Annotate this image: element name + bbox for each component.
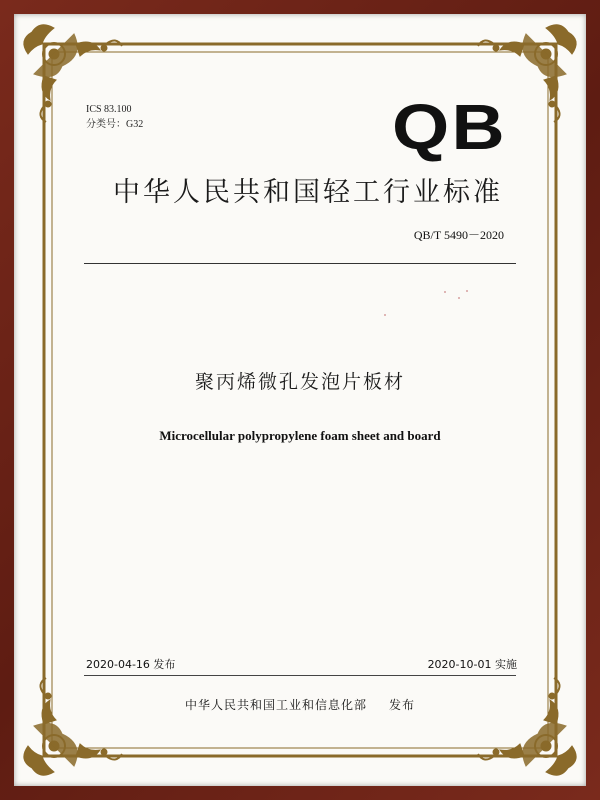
chinese-title: 聚丙烯微孔发泡片板材: [194, 371, 405, 393]
standard-number: QB/T 5490－2020: [413, 228, 504, 242]
publish-date: 2020-04-16 发布: [86, 658, 176, 671]
header-divider: [84, 263, 516, 264]
ink-speck: [458, 297, 460, 299]
standard-type-title: 中华人民共和国轻工行业标准: [113, 177, 503, 208]
english-title: Microcellular polypropylene foam sheet and board: [159, 428, 441, 443]
qb-logo: QB: [392, 91, 507, 163]
certificate-page: [14, 14, 586, 786]
ink-speck: [466, 290, 468, 292]
footer-divider: [84, 675, 516, 676]
ics-classification: [86, 102, 143, 132]
issuer-line: [14, 696, 586, 713]
ics-code: ICS 83.100: [86, 104, 132, 115]
issuer-name: 中华人民共和国工业和信息化部: [184, 698, 367, 712]
class-code: 分类号：G32: [86, 119, 144, 130]
ink-speck: [444, 291, 446, 293]
issuer-action: 发布: [389, 698, 416, 712]
ink-speck: [384, 314, 386, 316]
implement-date: 2020-10-01 实施: [427, 658, 517, 671]
